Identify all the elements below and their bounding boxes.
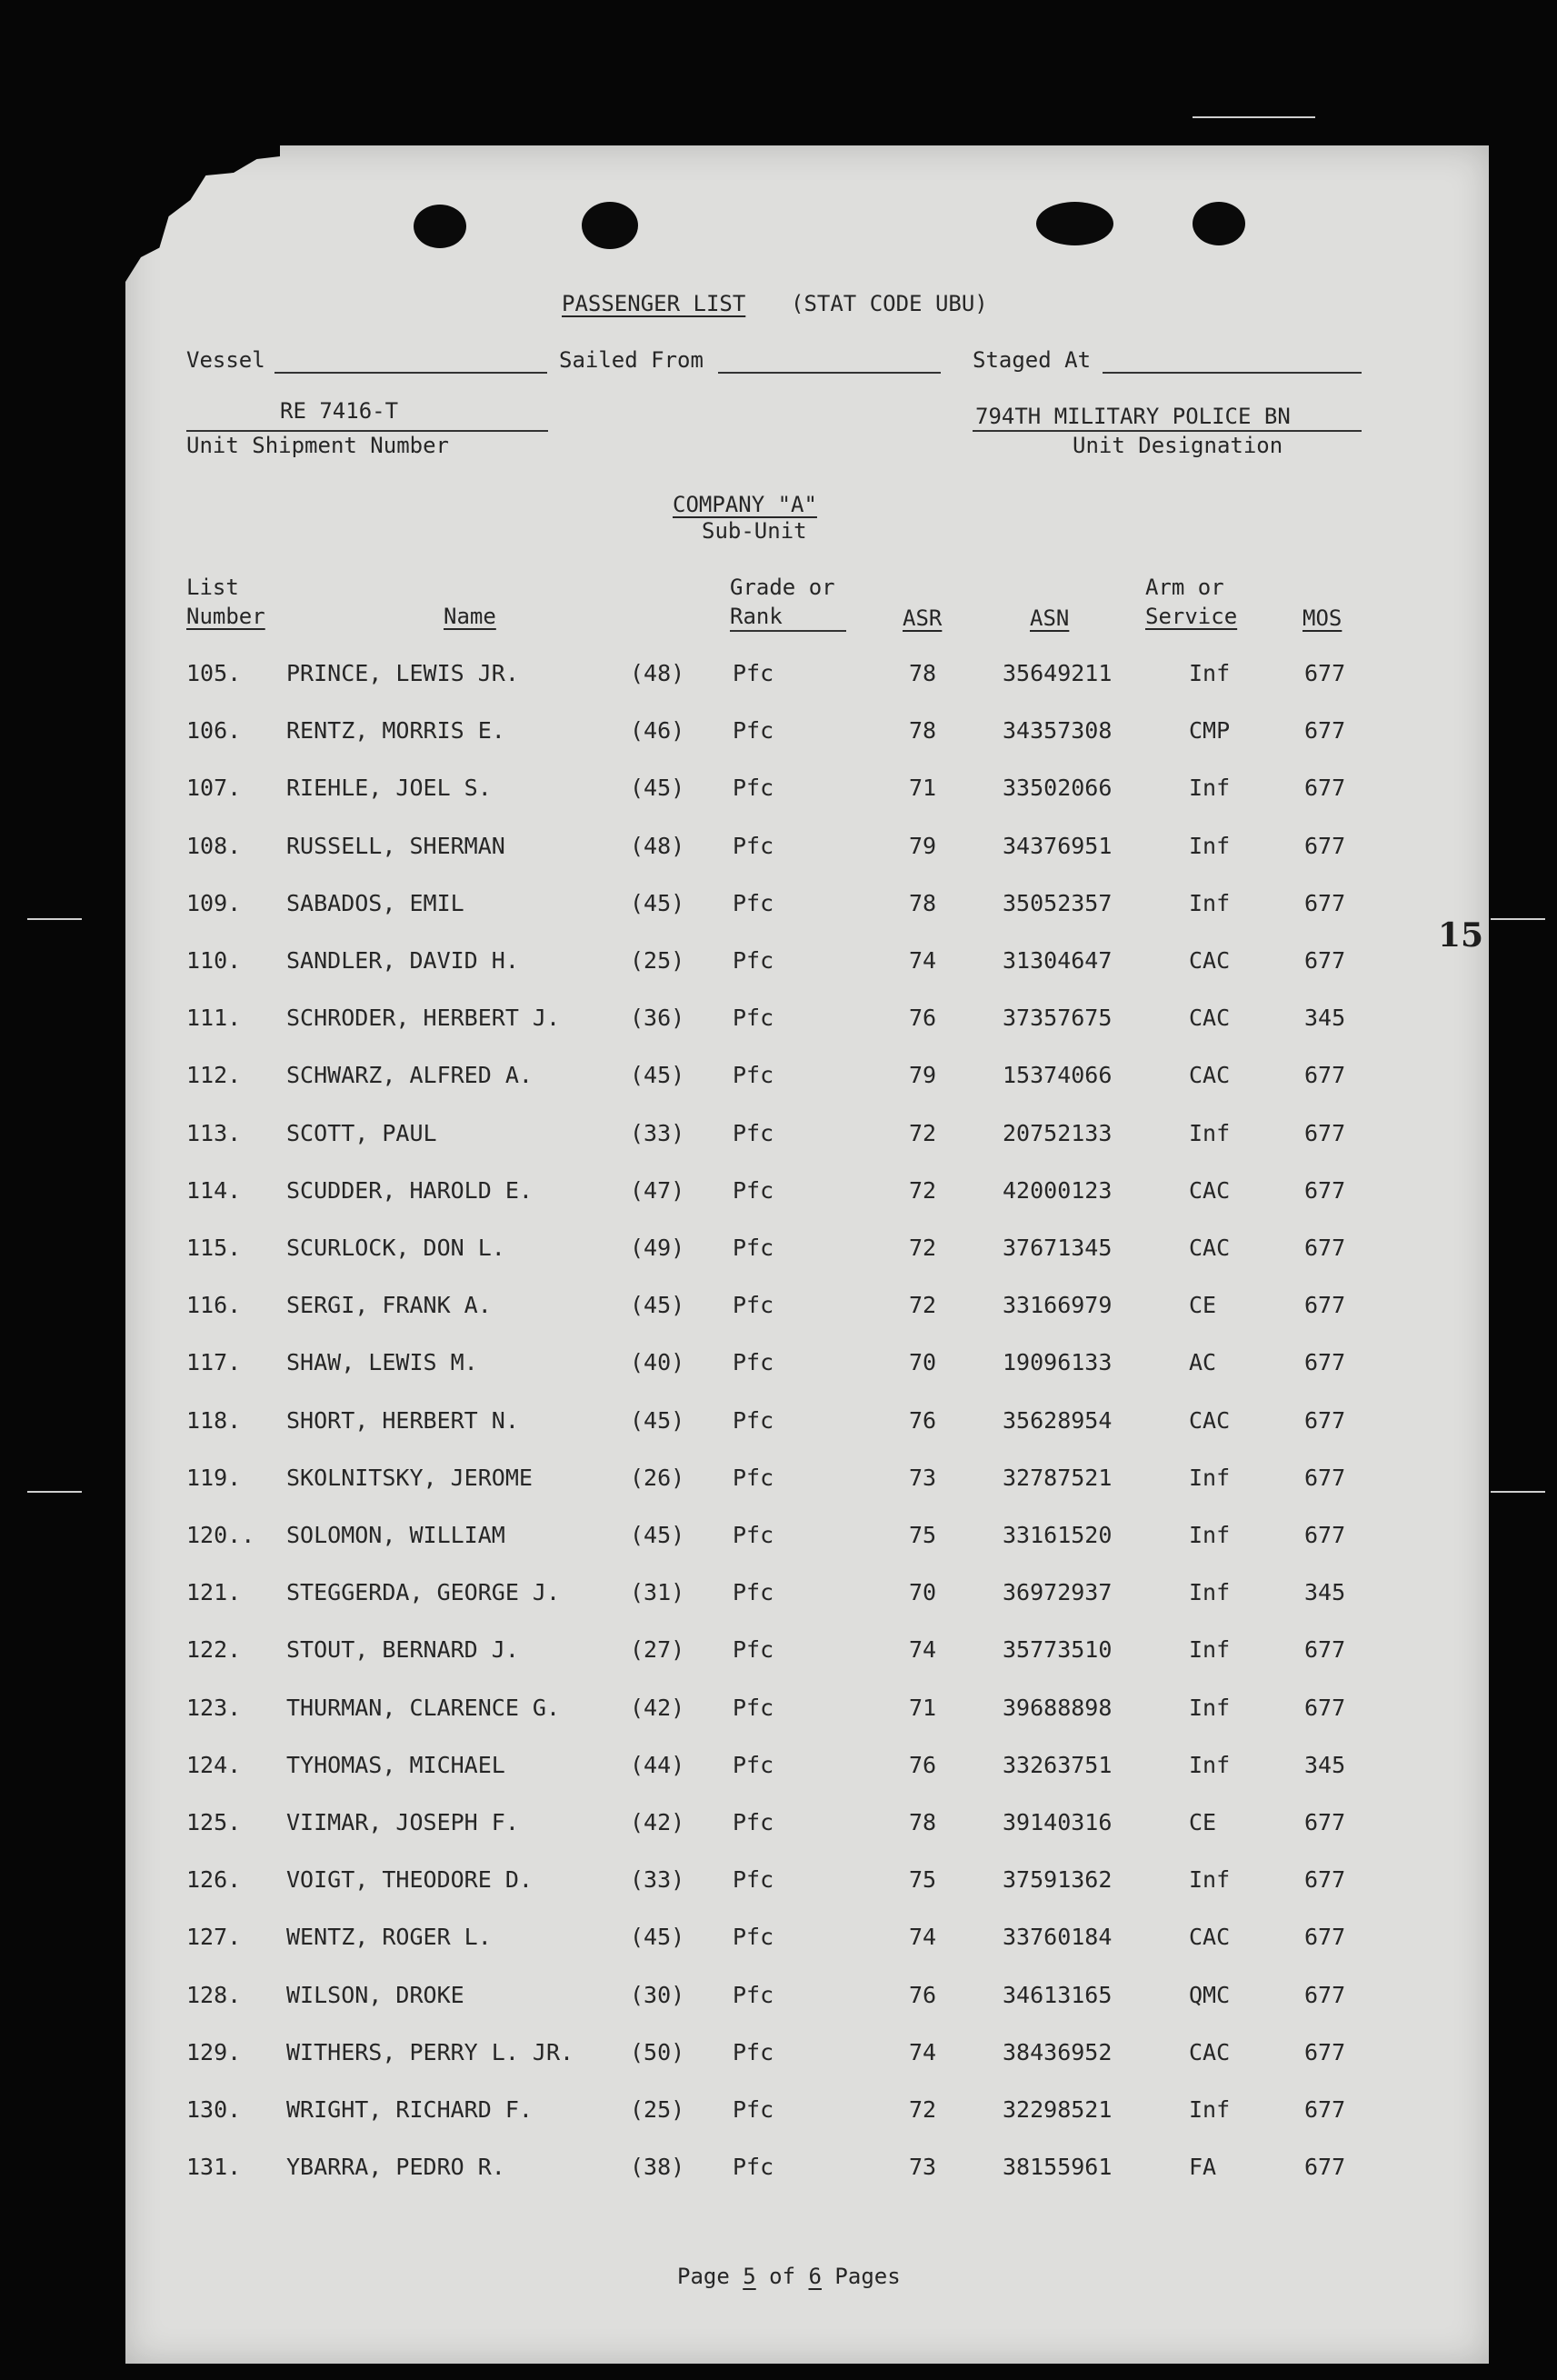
list-number: 117. [186,1349,242,1375]
passenger-arm: CE [1189,1292,1217,1318]
passenger-arm: CAC [1189,1235,1231,1261]
passenger-asr: 71 [909,775,937,801]
passenger-rank: Pfc [733,2096,774,2123]
passenger-mos: 677 [1304,1177,1346,1204]
passenger-name: STEGGERDA, GEORGE J. [286,1579,561,1605]
col-grade-line2: Rank [730,604,783,629]
passenger-name: SCUDDER, HAROLD E. [286,1177,533,1204]
passenger-rank: Pfc [733,1695,774,1721]
passenger-arm: Inf [1189,1866,1231,1893]
passenger-arm: Inf [1189,1636,1231,1663]
passenger-asn: 32298521 [1003,2096,1113,2123]
passenger-arm: Inf [1189,890,1231,916]
passenger-mos: 677 [1304,1465,1346,1491]
passenger-rank: Pfc [733,1120,774,1146]
passenger-name: SHAW, LEWIS M. [286,1349,478,1375]
passenger-name: SANDLER, DAVID H. [286,947,519,974]
list-number: 118. [186,1407,242,1434]
passenger-asn: 33161520 [1003,1522,1113,1548]
passenger-age: (44) [630,1752,685,1778]
list-number: 129. [186,2039,242,2065]
col-arm-line2: Service [1145,604,1238,629]
passenger-name: SCURLOCK, DON L. [286,1235,505,1261]
col-name: Name [444,604,496,629]
passenger-arm: CAC [1189,1062,1231,1088]
passenger-name: SKOLNITSKY, JEROME [286,1465,533,1491]
list-number: 106. [186,717,242,744]
passenger-arm: CAC [1189,947,1231,974]
col-arm-line1: Arm or [1145,575,1224,600]
passenger-asn: 34357308 [1003,717,1113,744]
col-list-number-line2: Number [186,604,265,629]
passenger-mos: 345 [1304,1579,1346,1605]
passenger-name: SCOTT, PAUL [286,1120,437,1146]
passenger-name: RIEHLE, JOEL S. [286,775,492,801]
passenger-mos: 677 [1304,1695,1346,1721]
passenger-name: RUSSELL, SHERMAN [286,833,505,859]
passenger-asn: 37357675 [1003,1005,1113,1031]
list-number: 111. [186,1005,242,1031]
passenger-name: WENTZ, ROGER L. [286,1924,492,1950]
passenger-asn: 33760184 [1003,1924,1113,1950]
passenger-asr: 76 [909,1982,937,2008]
passenger-mos: 677 [1304,1292,1346,1318]
passenger-name: RENTZ, MORRIS E. [286,717,505,744]
passenger-age: (26) [630,1465,685,1491]
passenger-asn: 33166979 [1003,1292,1113,1318]
passenger-asr: 78 [909,890,937,916]
punch-hole [414,205,466,248]
passenger-mos: 677 [1304,1866,1346,1893]
passenger-name: WRIGHT, RICHARD F. [286,2096,533,2123]
passenger-age: (45) [630,1062,685,1088]
list-number: 128. [186,1982,242,2008]
list-number: 109. [186,890,242,916]
page-footer [677,2265,901,2287]
list-number: 124. [186,1752,242,1778]
list-number: 113. [186,1120,242,1146]
passenger-mos: 677 [1304,1235,1346,1261]
passenger-rank: Pfc [733,1292,774,1318]
passenger-arm: CAC [1189,1407,1231,1434]
passenger-asn: 33502066 [1003,775,1113,801]
passenger-asr: 72 [909,2096,937,2123]
passenger-rank: Pfc [733,1866,774,1893]
scan-edge-mark [27,918,82,920]
col-grade-line1: Grade or [730,575,835,600]
passenger-asr: 72 [909,1292,937,1318]
passenger-age: (45) [630,1522,685,1548]
passenger-rank: Pfc [733,1235,774,1261]
list-number: 127. [186,1924,242,1950]
passenger-name: WITHERS, PERRY L. JR. [286,2039,574,2065]
passenger-rank: Pfc [733,1349,774,1375]
passenger-arm: Inf [1189,660,1231,686]
passenger-age: (40) [630,1349,685,1375]
scan-edge-mark [1193,116,1315,118]
passenger-rank: Pfc [733,1924,774,1950]
passenger-rank: Pfc [733,1407,774,1434]
passenger-asn: 15374066 [1003,1062,1113,1088]
unit-shipment-label: Unit Shipment Number [186,433,449,458]
passenger-asr: 74 [909,2039,937,2065]
scan-edge-mark [1491,918,1545,920]
passenger-arm: FA [1189,2154,1217,2180]
sub-unit-label: Sub-Unit [702,518,807,544]
staged-at-label: Staged At [973,347,1092,373]
page-title: PASSENGER LIST [562,291,746,316]
passenger-mos: 677 [1304,1522,1346,1548]
passenger-rank: Pfc [733,947,774,974]
punch-hole [1193,202,1245,245]
passenger-asn: 37671345 [1003,1235,1113,1261]
passenger-age: (45) [630,890,685,916]
passenger-arm: CMP [1189,717,1231,744]
list-number: 131. [186,2154,242,2180]
passenger-asr: 76 [909,1752,937,1778]
passenger-arm: Inf [1189,1522,1231,1548]
passenger-asn: 36972937 [1003,1579,1113,1605]
passenger-name: THURMAN, CLARENCE G. [286,1695,561,1721]
list-number: 123. [186,1695,242,1721]
passenger-rank: Pfc [733,1177,774,1204]
passenger-asr: 78 [909,660,937,686]
passenger-asr: 73 [909,1465,937,1491]
passenger-arm: AC [1189,1349,1217,1375]
passenger-mos: 677 [1304,1062,1346,1088]
passenger-arm: CAC [1189,1005,1231,1031]
passenger-age: (42) [630,1809,685,1835]
passenger-name: SOLOMON, WILLIAM [286,1522,505,1548]
passenger-arm: CAC [1189,1924,1231,1950]
passenger-name: SHORT, HERBERT N. [286,1407,519,1434]
col-grade-underline [730,630,846,632]
passenger-name: PRINCE, LEWIS JR. [286,660,519,686]
passenger-asr: 79 [909,833,937,859]
passenger-asn: 35052357 [1003,890,1113,916]
passenger-age: (48) [630,660,685,686]
passenger-asr: 76 [909,1407,937,1434]
passenger-age: (25) [630,947,685,974]
passenger-mos: 677 [1304,1636,1346,1663]
passenger-asn: 42000123 [1003,1177,1113,1204]
passenger-mos: 677 [1304,1349,1346,1375]
passenger-asn: 20752133 [1003,1120,1113,1146]
col-asr: ASR [903,605,943,631]
passenger-age: (33) [630,1866,685,1893]
passenger-arm: Inf [1189,1695,1231,1721]
col-mos: MOS [1302,605,1342,631]
passenger-rank: Pfc [733,660,774,686]
passenger-rank: Pfc [733,890,774,916]
passenger-rank: Pfc [733,1579,774,1605]
passenger-asr: 74 [909,1636,937,1663]
list-number: 105. [186,660,242,686]
passenger-asr: 70 [909,1349,937,1375]
passenger-age: (27) [630,1636,685,1663]
staged-at-field-line [1103,372,1362,374]
passenger-name: TYHOMAS, MICHAEL [286,1752,505,1778]
passenger-name: WILSON, DROKE [286,1982,464,2008]
passenger-asn: 35773510 [1003,1636,1113,1663]
passenger-asn: 37591362 [1003,1866,1113,1893]
list-number: 116. [186,1292,242,1318]
col-asn: ASN [1030,605,1070,631]
passenger-asr: 73 [909,2154,937,2180]
passenger-asn: 31304647 [1003,947,1113,974]
passenger-asr: 78 [909,717,937,744]
passenger-age: (48) [630,833,685,859]
list-number: 107. [186,775,242,801]
unit-shipment-line [186,430,548,432]
pages-label: Pages [834,2264,901,2289]
passenger-arm: Inf [1189,1579,1231,1605]
passenger-age: (45) [630,1407,685,1434]
passenger-mos: 677 [1304,1809,1346,1835]
passenger-name: VOIGT, THEODORE D. [286,1866,533,1893]
passenger-name: STOUT, BERNARD J. [286,1636,519,1663]
passenger-mos: 677 [1304,1407,1346,1434]
passenger-arm: QMC [1189,1982,1231,2008]
passenger-name: SABADOS, EMIL [286,890,464,916]
passenger-arm: Inf [1189,775,1231,801]
passenger-mos: 345 [1304,1752,1346,1778]
passenger-rank: Pfc [733,2154,774,2180]
passenger-arm: CAC [1189,2039,1231,2065]
passenger-asr: 72 [909,1177,937,1204]
passenger-rank: Pfc [733,717,774,744]
passenger-asr: 76 [909,1005,937,1031]
unit-designation-line [973,430,1362,432]
passenger-mos: 677 [1304,2154,1346,2180]
list-number: 110. [186,947,242,974]
passenger-arm: Inf [1189,1120,1231,1146]
passenger-asr: 74 [909,1924,937,1950]
passenger-mos: 677 [1304,947,1346,974]
passenger-mos: 677 [1304,660,1346,686]
passenger-rank: Pfc [733,1636,774,1663]
passenger-mos: 677 [1304,2039,1346,2065]
list-number: 120.. [186,1522,255,1548]
passenger-arm: Inf [1189,1752,1231,1778]
punch-hole [1036,202,1113,245]
passenger-name: SERGI, FRANK A. [286,1292,492,1318]
passenger-age: (42) [630,1695,685,1721]
passenger-rank: Pfc [733,775,774,801]
passenger-name: YBARRA, PEDRO R. [286,2154,505,2180]
list-number: 121. [186,1579,242,1605]
passenger-rank: Pfc [733,2039,774,2065]
list-number: 125. [186,1809,242,1835]
scan-edge-mark [1491,1491,1545,1493]
passenger-arm: CE [1189,1809,1217,1835]
passenger-asn: 35628954 [1003,1407,1113,1434]
passenger-rank: Pfc [733,1005,774,1031]
passenger-rank: Pfc [733,1522,774,1548]
sailed-from-label: Sailed From [559,347,704,373]
passenger-mos: 677 [1304,1982,1346,2008]
passenger-age: (47) [630,1177,685,1204]
passenger-age: (50) [630,2039,685,2065]
unit-designation-label: Unit Designation [1073,433,1283,458]
passenger-rank: Pfc [733,1465,774,1491]
vessel-field-line [274,372,547,374]
passenger-name: SCHWARZ, ALFRED A. [286,1062,533,1088]
list-number: 119. [186,1465,242,1491]
passenger-mos: 677 [1304,833,1346,859]
passenger-asr: 78 [909,1809,937,1835]
list-number: 115. [186,1235,242,1261]
list-number: 122. [186,1636,242,1663]
passenger-rank: Pfc [733,1809,774,1835]
passenger-age: (45) [630,1292,685,1318]
passenger-mos: 677 [1304,2096,1346,2123]
passenger-arm: CAC [1189,1177,1231,1204]
passenger-mos: 677 [1304,1120,1346,1146]
passenger-asr: 75 [909,1866,937,1893]
passenger-mos: 345 [1304,1005,1346,1031]
passenger-mos: 677 [1304,717,1346,744]
passenger-age: (31) [630,1579,685,1605]
passenger-asr: 71 [909,1695,937,1721]
list-number: 130. [186,2096,242,2123]
punch-hole [582,202,638,249]
list-number: 114. [186,1177,242,1204]
passenger-asn: 34376951 [1003,833,1113,859]
passenger-asn: 38155961 [1003,2154,1113,2180]
passenger-age: (45) [630,775,685,801]
passenger-rank: Pfc [733,1062,774,1088]
passenger-asr: 79 [909,1062,937,1088]
page-total: 6 [808,2264,822,2289]
passenger-arm: Inf [1189,833,1231,859]
passenger-asn: 34613165 [1003,1982,1113,2008]
passenger-age: (36) [630,1005,685,1031]
passenger-rank: Pfc [733,833,774,859]
passenger-asn: 38436952 [1003,2039,1113,2065]
stat-code: (STAT CODE UBU) [791,291,988,316]
passenger-age: (49) [630,1235,685,1261]
page-current: 5 [743,2264,756,2289]
passenger-age: (33) [630,1120,685,1146]
passenger-asr: 75 [909,1522,937,1548]
passenger-age: (45) [630,1924,685,1950]
passenger-age: (30) [630,1982,685,2008]
passenger-asr: 72 [909,1120,937,1146]
passenger-rank: Pfc [733,1982,774,2008]
list-number: 108. [186,833,242,859]
side-stamp-number: 15 [1438,916,1484,955]
vessel-label: Vessel [186,347,265,373]
list-number: 126. [186,1866,242,1893]
page-label: Page [677,2264,730,2289]
passenger-mos: 677 [1304,890,1346,916]
passenger-rank: Pfc [733,1752,774,1778]
passenger-asn: 33263751 [1003,1752,1113,1778]
passenger-arm: Inf [1189,2096,1231,2123]
col-list-number-line1: List [186,575,239,600]
scan-edge-mark [27,1491,82,1493]
passenger-name: VIIMAR, JOSEPH F. [286,1809,519,1835]
passenger-asr: 74 [909,947,937,974]
passenger-asn: 32787521 [1003,1465,1113,1491]
sub-unit-value: COMPANY "A" [673,492,817,517]
list-number: 112. [186,1062,242,1088]
of-label: of [769,2264,796,2289]
passenger-arm: Inf [1189,1465,1231,1491]
passenger-age: (46) [630,717,685,744]
passenger-asr: 70 [909,1579,937,1605]
unit-designation: 794TH MILITARY POLICE BN [975,404,1291,429]
passenger-asr: 72 [909,1235,937,1261]
passenger-mos: 677 [1304,775,1346,801]
passenger-age: (38) [630,2154,685,2180]
passenger-age: (25) [630,2096,685,2123]
unit-shipment-number: RE 7416-T [280,398,399,424]
sailed-from-field-line [718,372,941,374]
passenger-name: SCHRODER, HERBERT J. [286,1005,561,1031]
passenger-mos: 677 [1304,1924,1346,1950]
passenger-asn: 39688898 [1003,1695,1113,1721]
passenger-asn: 19096133 [1003,1349,1113,1375]
passenger-asn: 39140316 [1003,1809,1113,1835]
passenger-asn: 35649211 [1003,660,1113,686]
